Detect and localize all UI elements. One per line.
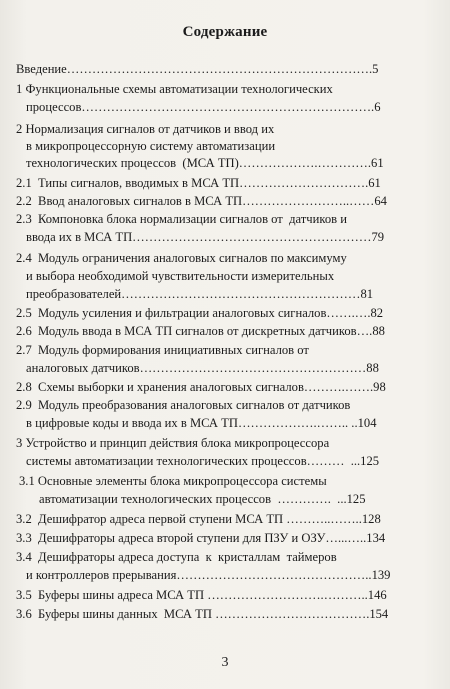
toc-line-text: 3.6 Буферы шины данных МСА ТП ……………………………….154: [16, 607, 389, 621]
toc-line: [26, 568, 446, 583]
toc-line: [16, 436, 436, 451]
page-number: 3: [221, 655, 229, 670]
toc-line: [16, 176, 436, 191]
toc-line-text: технологических процессов (МСА ТП)……………….………….61: [26, 156, 384, 170]
toc-line-text: 2.3 Компоновка блока нормализации сигналов от датчиков и: [16, 212, 347, 226]
toc-line-text: в микропроцессорную систему автоматизации: [26, 139, 276, 153]
toc-line: [16, 122, 436, 137]
toc-line: [16, 550, 436, 565]
toc-line-text: и контроллеров прерывания………………………………………..139: [26, 568, 391, 582]
toc-line-text: преобразователей…………………………………………………81: [26, 287, 374, 301]
toc-line-text: 2.8 Схемы выборки и хранения аналоговых сигналов……….…….98: [16, 380, 386, 394]
toc-line-text: автоматизации технологических процессов …………. ...125: [39, 492, 366, 506]
toc-line: [26, 287, 446, 302]
toc-line: [16, 607, 436, 622]
toc-line: [16, 324, 436, 339]
toc-line: [26, 454, 446, 469]
toc-line-text: 3.5 Буферы шины адреса МСА ТП ……………………….………..146: [16, 588, 387, 602]
toc-line-text: 3.2 Дешифратор адреса первой ступени МСА ТП ………..……..128: [16, 512, 381, 526]
toc-line-text: системы автоматизации технологических процессов……… ...125: [26, 454, 380, 468]
toc-line-text: в цифровые коды и ввода их в МСА ТП……………….…….. ..104: [26, 416, 377, 430]
toc-line-text: Введение……………………………………………………………….5: [16, 62, 379, 76]
toc-line: [16, 194, 436, 209]
toc-line: [26, 230, 446, 245]
toc-line: [16, 212, 436, 227]
toc-line: [16, 512, 436, 527]
toc-line: [16, 398, 436, 413]
toc-line-text: аналоговых датчиков………………………………………………88: [26, 361, 379, 375]
toc-line-text: 2.1 Типы сигналов, вводимых в МСА ТП………………………….61: [16, 176, 381, 190]
toc-line: [26, 156, 446, 171]
toc-line: [16, 343, 436, 358]
toc-line: [16, 588, 436, 603]
toc-line-text: 3.1 Основные элементы блока микропроцессора системы: [19, 474, 327, 488]
toc-line-text: 2.7 Модуль формирования инициативных сигналов от: [16, 343, 309, 357]
toc-line-text: 2 Нормализация сигналов от датчиков и ввод их: [16, 122, 275, 136]
toc-line-text: 2.9 Модуль преобразования аналоговых сигналов от датчиков: [16, 398, 351, 412]
toc-line-text: 1 Функциональные схемы автоматизации технологических: [16, 82, 333, 96]
toc-line: [26, 100, 446, 115]
toc-line-text: ввода их в МСА ТП…………………………………………………79: [26, 230, 385, 244]
toc-line: [16, 380, 436, 395]
toc-line: [16, 251, 436, 266]
toc-line: [39, 492, 450, 507]
toc-line-text: 3.3 Дешифраторы адреса второй ступени для ПЗУ и ОЗУ…...…..134: [16, 531, 386, 545]
toc-line: [16, 306, 436, 321]
toc-line-text: и выбора необходимой чувствительности измерительных: [26, 269, 335, 283]
toc-line-text: 3.4 Дешифраторы адреса доступа к кристаллам таймеров: [16, 550, 337, 564]
toc-line-text: 2.4 Модуль ограничения аналоговых сигналов по максимуму: [16, 251, 347, 265]
toc-line-text: 2.6 Модуль ввода в МСА ТП сигналов от дискретных датчиков….88: [16, 324, 385, 338]
toc-line: [26, 139, 446, 154]
toc-line: [16, 531, 436, 546]
toc-line: [26, 269, 446, 284]
toc-line: [16, 62, 436, 77]
toc-line-text: 3 Устройство и принцип действия блока микропроцессора: [16, 436, 330, 450]
toc-line: [19, 474, 439, 489]
toc-line: [26, 416, 446, 431]
page-title: Содержание: [182, 24, 268, 40]
toc-line-text: 2.5 Модуль усиления и фильтрации аналоговых сигналов…….….82: [16, 306, 384, 320]
toc-line-text: процессов…………………………………………………………….6: [26, 100, 381, 114]
toc-line: [16, 82, 436, 97]
toc-line-text: 2.2 Ввод аналоговых сигналов в МСА ТП……………………..……64: [16, 194, 387, 208]
toc-line: [26, 361, 446, 376]
